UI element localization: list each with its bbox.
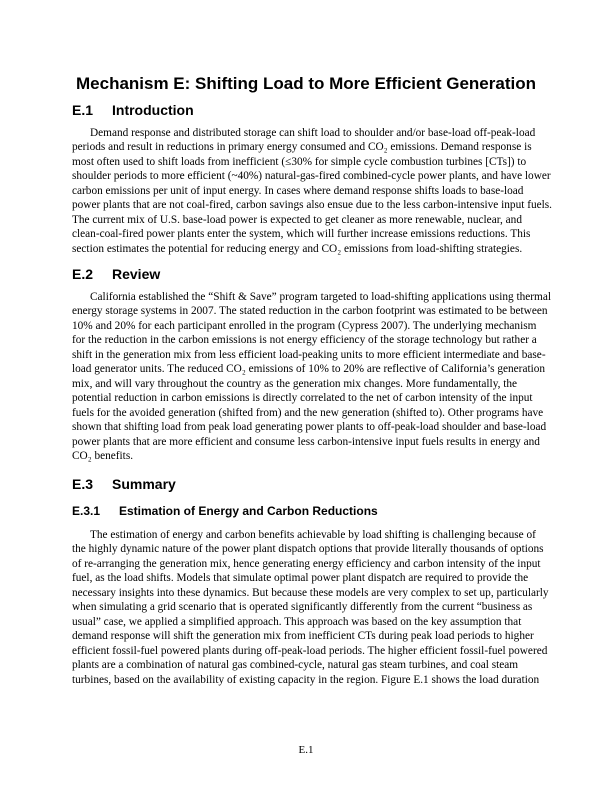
text-line: mix, and will vary throughout the country as the generation mix changes. More fundamentally, the: [72, 377, 518, 390]
text-line: section estimates the potential for reducing energy and CO₂ emissions from load-shifting strategies.: [72, 242, 523, 255]
subsection-number: E.3.1: [72, 504, 101, 518]
text-line: energy storage systems in 2007. The stated reduction in the carbon footprint was estimated to be between: [72, 305, 548, 318]
section-title: Review: [112, 266, 161, 282]
text-line: necessary insights into these dynamics. But because these models are very complex to set up, particularly: [72, 586, 549, 599]
section-number: E.3: [72, 476, 94, 492]
text-line: usual” case, we applied a simplified approach. This approach was based on the key assumption that: [72, 615, 522, 628]
section-title: Introduction: [112, 102, 194, 118]
text-line: power plants that are more efficient and consume less carbon-intensive input fuels results in energy and: [72, 435, 540, 448]
text-line: CO₂ benefits.: [72, 449, 134, 462]
text-line: most often used to shift loads from inefficient (≤30% for simple cycle combustion turbines [CTs]) to: [72, 155, 527, 168]
section-title: Summary: [112, 476, 176, 492]
text-line: fuel, as the load shifts. Models that simulate optimal power plant dispatch are required to provide the: [72, 572, 529, 585]
paragraph-review: [72, 290, 552, 463]
page-number: E.1: [298, 744, 314, 756]
text-line: clean-coal-fired power plants enter the system, which will further increase emissions reductions. This: [72, 228, 531, 241]
section-heading-introduction: [72, 102, 194, 118]
text-line: for the reduction in the carbon emissions is not energy efficiency of the storage technology but rather a: [72, 334, 537, 347]
text-line: plants are a combination of natural gas combined-cycle, natural gas steam turbines, and coal steam: [72, 659, 519, 672]
text-line: power plants that are not coal-fired, carbon savings also ensue due to the less carbon-intensive input fuels.: [72, 199, 552, 212]
text-line: shift in the generation mix from less efficient load-peaking units to more efficient intermediate and base-: [72, 348, 546, 361]
text-line: The estimation of energy and carbon benefits achievable by load shifting is challenging because of: [90, 529, 536, 541]
text-line: efficient fossil-fuel powered plants during off-peak-load periods. The higher efficient fossil-fuel powered: [72, 644, 548, 657]
text-line: of re-arranging the generation mix, hence generating energy efficiency and carbon intensity of the input: [72, 557, 541, 570]
section-number: E.1: [72, 102, 94, 118]
subsection-title: Estimation of Energy and Carbon Reductions: [119, 504, 378, 518]
text-line: 10% and 20% for each participant enrolled in the program (Cypress 2007). The underlying mechanism: [72, 319, 537, 332]
text-line: shoulder periods to more efficient (~40%) natural-gas-fired combined-cycle power plants, and have lower: [72, 170, 551, 183]
subsection-heading: [72, 504, 378, 518]
text-line: load generator units. The reduced CO₂ emissions of 10% to 20% are reflective of California’s generation: [72, 363, 546, 376]
section-heading-review: [72, 266, 160, 282]
section-number: E.2: [72, 266, 94, 282]
section-heading-summary: [72, 476, 176, 492]
paragraph-estimation: [72, 528, 552, 687]
text-line: periods and result in reductions in primary energy consumed and CO₂ emissions. Demand response is: [72, 141, 532, 154]
text-line: shown that shifting load from peak load generating power plants to off-peak-load shoulder and base-load: [72, 421, 547, 434]
text-line: potential reduction in carbon emissions is directly correlated to the net of carbon intensity of the input: [72, 392, 533, 405]
text-line: Demand response and distributed storage can shift load to shoulder and/or base-load off-peak-load: [90, 127, 536, 139]
text-line: carbon emissions per unit of input energy. In cases where demand response shifts loads to base-load: [72, 184, 524, 197]
text-line: fuels for the avoided generation (shifted from) and the new generation (shifted to). Other programs have: [72, 406, 544, 419]
text-line: California established the “Shift & Save” program targeted to load-shifting applications using thermal: [90, 291, 551, 303]
paragraph-introduction: [72, 126, 552, 256]
text-line: when simulating a grid scenario that is operated significantly differently from the current “business as: [72, 601, 533, 614]
text-line: demand response will shift the generation mix from inefficient CTs during peak load periods to higher: [72, 630, 534, 643]
page-title: Mechanism E: Shifting Load to More Efficient Generation: [76, 74, 536, 93]
text-line: The current mix of U.S. base-load power is expected to get cleaner as more renewable, nuclear, and: [72, 213, 522, 226]
text-line: turbines, based on the availability of existing capacity in the region. Figure E.1 shows the load duration: [72, 673, 540, 686]
text-line: the highly dynamic nature of the power plant dispatch options that provide literally thousands of options: [72, 543, 544, 556]
